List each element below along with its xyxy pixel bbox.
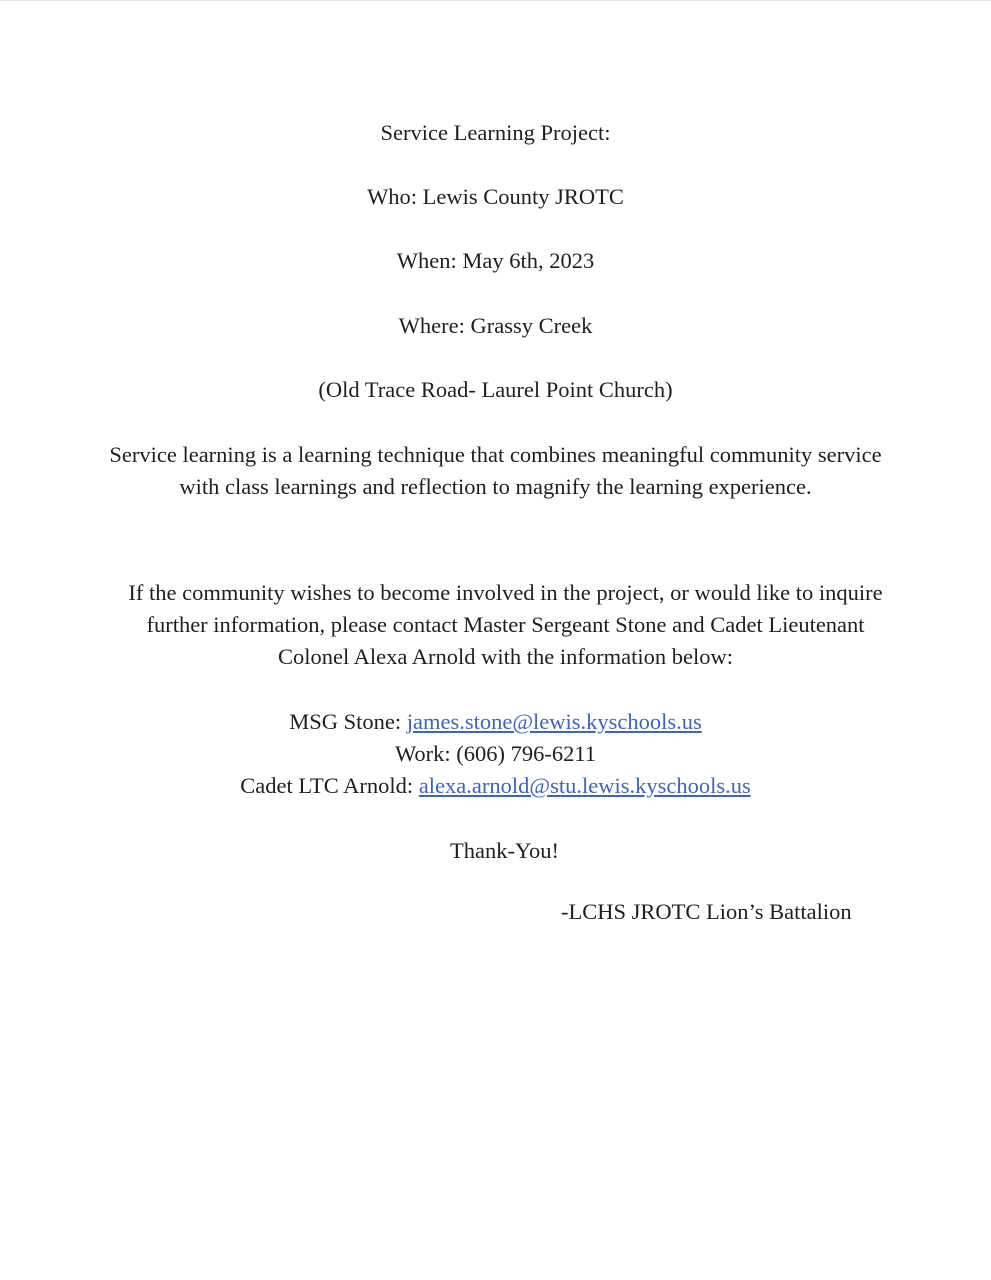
page-title: Service Learning Project:: [380, 120, 611, 145]
who-line: Who: Lewis County JROTC: [367, 184, 624, 209]
cadet-contact-line: [0, 770, 991, 802]
cadet-email-link[interactable]: alexa.arnold@stu.lewis.kyschools.us: [418, 773, 751, 798]
msg-email-link[interactable]: james.stone@lewis.kyschools.us: [406, 709, 702, 734]
cadet-contact-label: Cadet LTC Arnold:: [240, 773, 419, 798]
where-line: Where: Grassy Creek: [398, 313, 593, 338]
contact-intro-paragraph: If the community wishes to become involved in the project, or would like to inquire further information, please contact Master Sergeant Stone and Cadet Lieutenant Colonel Alexa Arnold with the information below:: [128, 580, 883, 669]
location-detail: (Old Trace Road- Laurel Point Church): [318, 377, 673, 402]
msg-contact-label: MSG Stone:: [289, 709, 407, 734]
description-paragraph: Service learning is a learning technique that combines meaningful community service with class learnings and reflection to magnify the learning experience.: [109, 442, 882, 499]
msg-contact-line: [0, 706, 991, 738]
when-line: When: May 6th, 2023: [396, 248, 595, 273]
signature: -LCHS JROTC Lion’s Battalion: [561, 899, 852, 924]
closing-text: Thank-You!: [450, 838, 559, 863]
work-phone-line: Work: (606) 796-6211: [394, 741, 597, 766]
